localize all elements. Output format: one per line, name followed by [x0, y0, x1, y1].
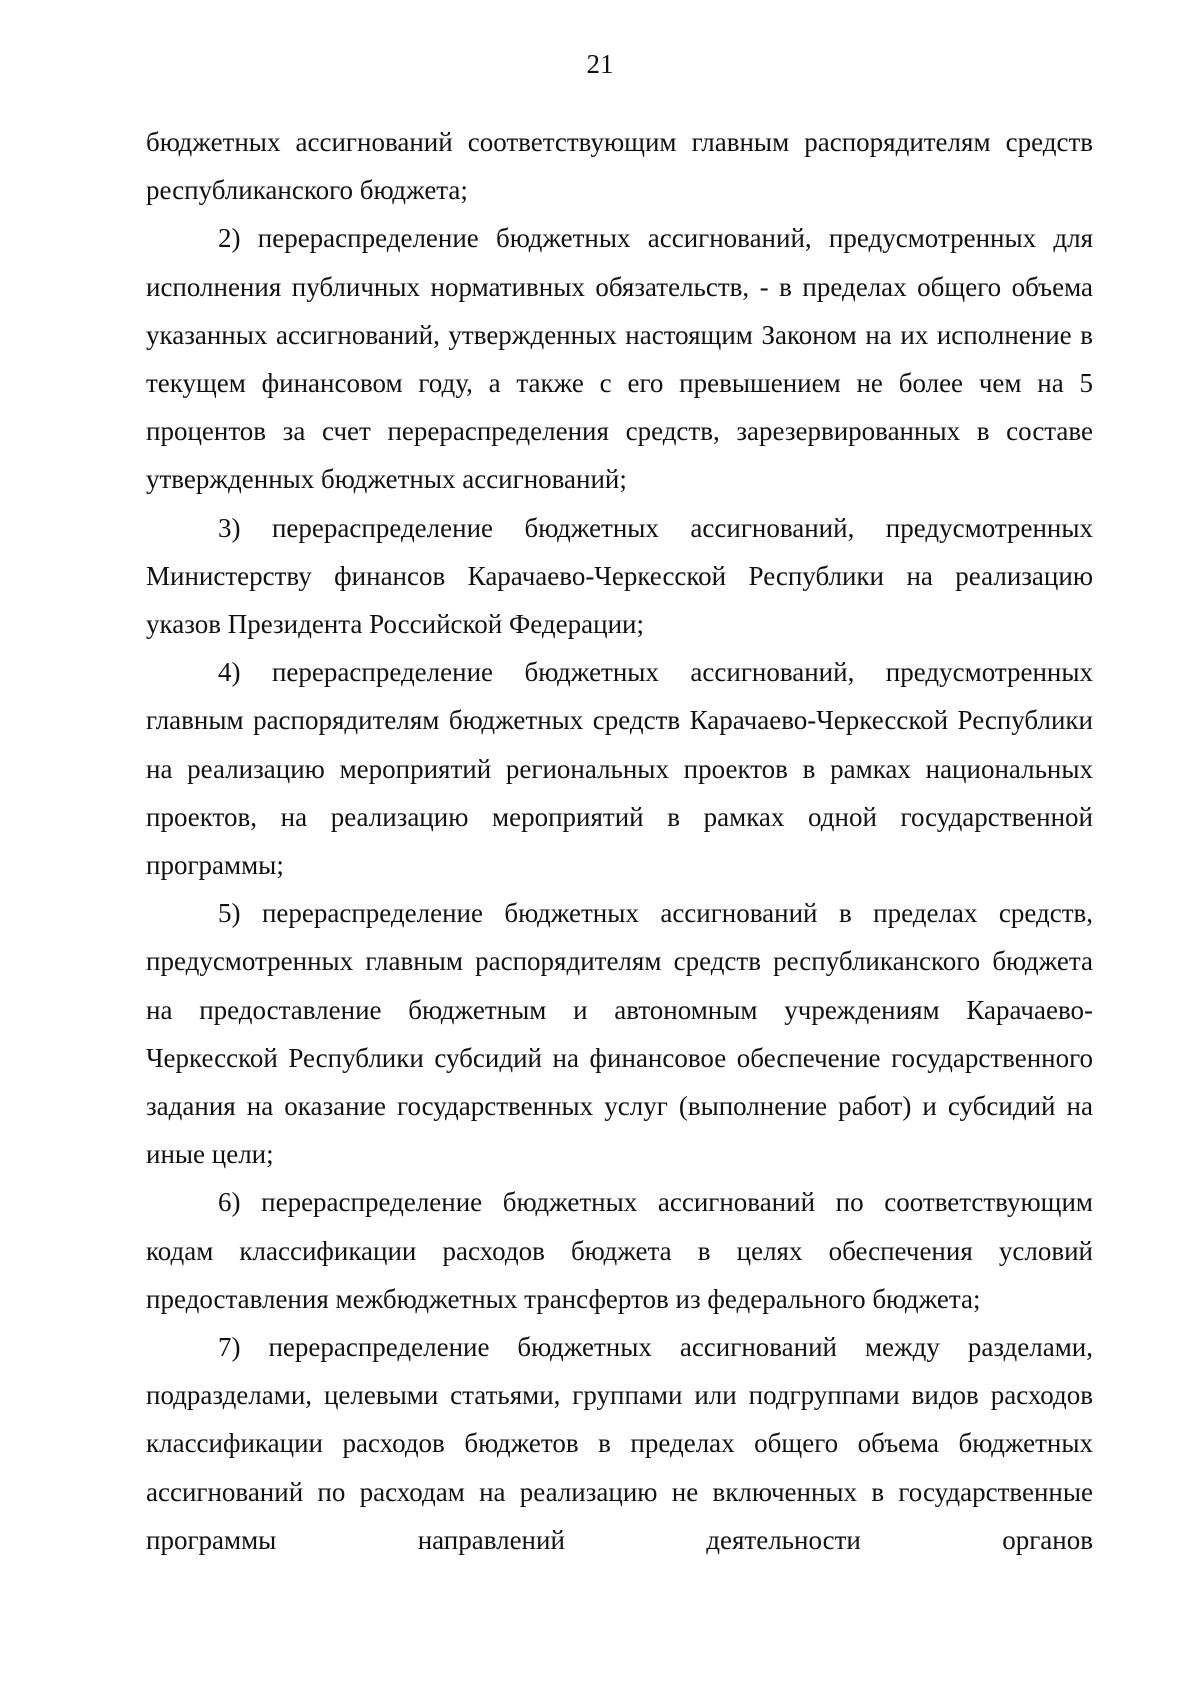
paragraph-item-2: 2) перераспределение бюджетных ассигнований, предусмотренных для исполнения публичных нормативных обязательств, - в пределах общего объема указанных ассигнований, утвержденных настоящим Законом на их исполнение в текущем финансовом году, а также с его превышением не более чем на 5 процентов за счет перераспределения средств, зарезервированных в составе утвержденных бюджетных ассигнований; [146, 223, 1093, 495]
paragraph-continuation: бюджетных ассигнований соответствующим главным распорядителям средств республиканского бюджета; [146, 127, 1093, 206]
paragraph-item-3: 3) перераспределение бюджетных ассигнований, предусмотренных Министерству финансов Карачаево-Черкесской Республики на реализацию указов Президента Российской Федерации; [146, 512, 1093, 640]
paragraph-item-5: 5) перераспределение бюджетных ассигнований в пределах средств, предусмотренных главным распорядителям средств республиканского бюджета на предоставление бюджетным и автономным учреждениям Карачаево-Черкесской Республики субсидий на финансовое обеспечение государственного задания на оказание государственных услуг (выполнение работ) и субсидий на иные цели; [146, 898, 1093, 1170]
document-body [146, 118, 1093, 1564]
paragraph-item-6: 6) перераспределение бюджетных ассигнований по соответствующим кодам классификации расходов бюджета в целях обеспечения условий предоставления межбюджетных трансфертов из федерального бюджета; [146, 1187, 1093, 1314]
paragraph-item-4: 4) перераспределение бюджетных ассигнований, предусмотренных главным распорядителям бюджетных средств Карачаево-Черкесской Республики на реализацию мероприятий региональных проектов в рамках национальных проектов, на реализацию мероприятий в рамках одной государственной программы; [146, 657, 1093, 881]
paragraph-item-7: 7) перераспределение бюджетных ассигнований между разделами, подразделами, целевыми статьями, группами или подгруппами видов расходов классификации расходов бюджетов в пределах общего объема бюджетных ассигнований по расходам на реализацию не включенных в государственные программы направлений деятельности органов [146, 1332, 1093, 1555]
page-number: 21 [586, 49, 614, 79]
